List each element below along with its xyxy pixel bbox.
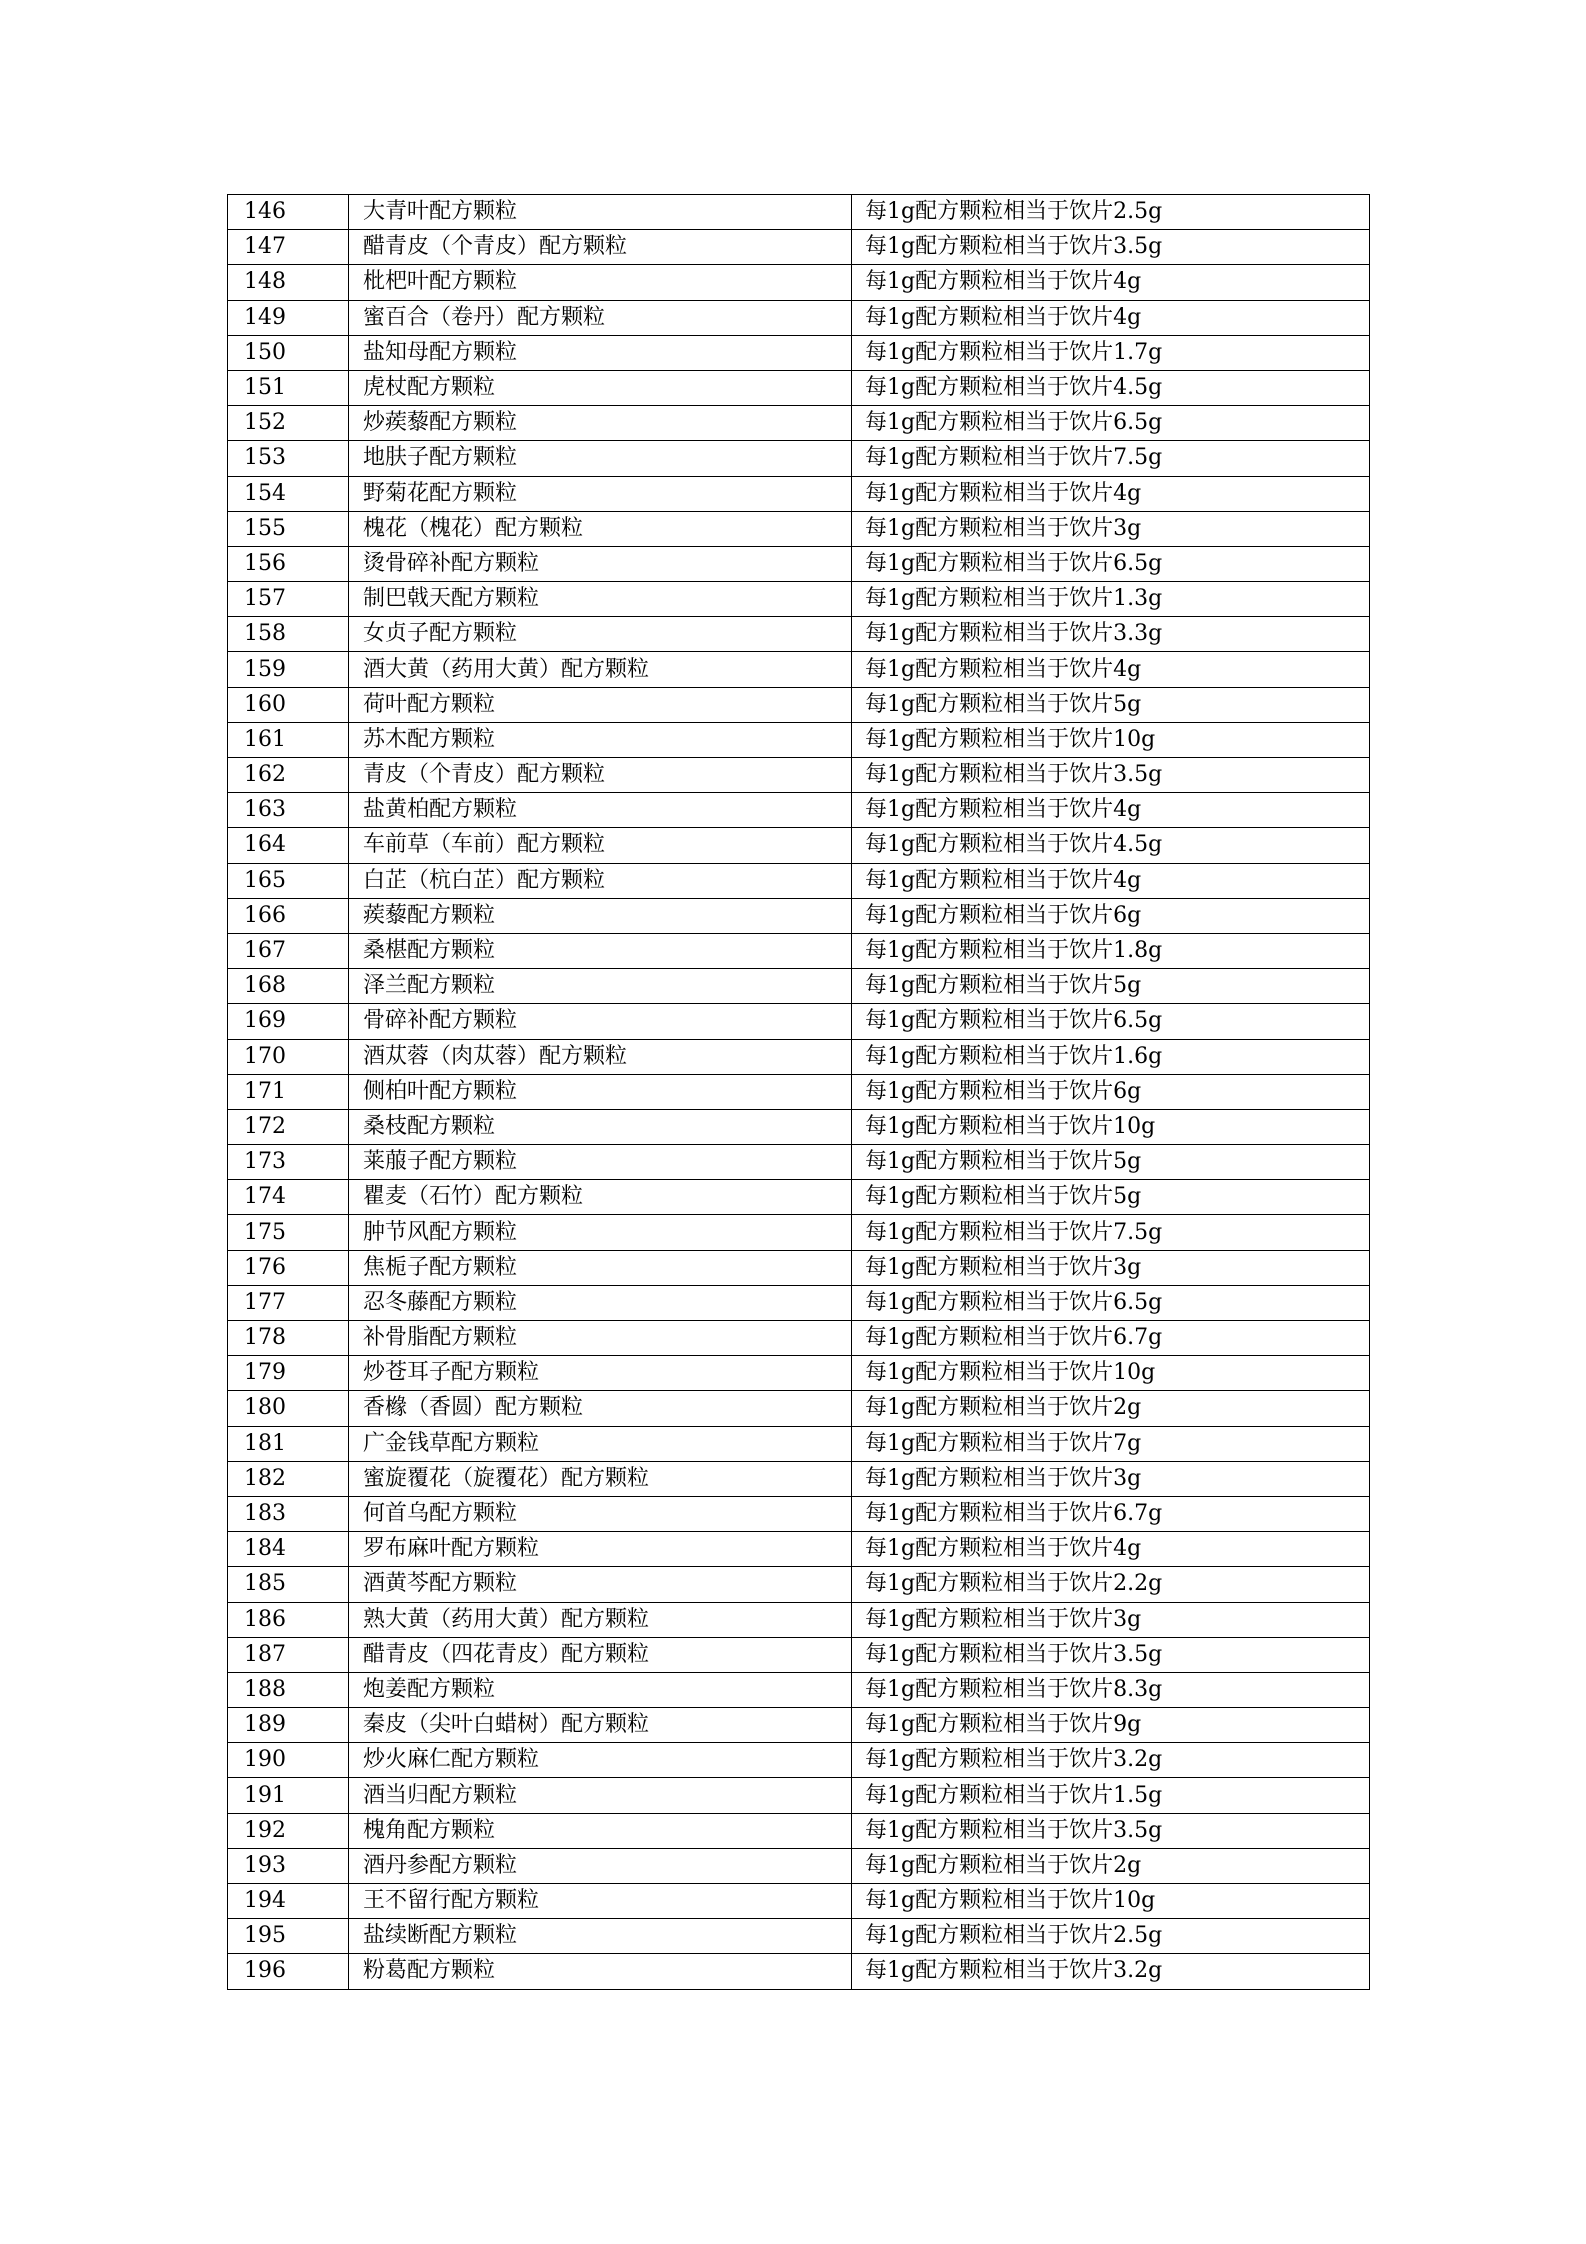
row-number-cell: 164: [228, 828, 349, 863]
granule-name-cell: 酒大黄（药用大黄）配方颗粒: [349, 652, 852, 687]
table-row: [228, 793, 1370, 828]
granule-name-cell: 制巴戟天配方颗粒: [349, 582, 852, 617]
granule-name-cell: 肿节风配方颗粒: [349, 1215, 852, 1250]
equivalence-cell: 每1g配方颗粒相当于饮片3g: [852, 1250, 1370, 1285]
equivalence-cell: 每1g配方颗粒相当于饮片4.5g: [852, 828, 1370, 863]
granule-name-cell: 醋青皮（四花青皮）配方颗粒: [349, 1637, 852, 1672]
granule-name-cell: 酒当归配方颗粒: [349, 1778, 852, 1813]
row-number-cell: 188: [228, 1672, 349, 1707]
granule-name-cell: 蜜旋覆花（旋覆花）配方颗粒: [349, 1461, 852, 1496]
equivalence-cell: 每1g配方颗粒相当于饮片7.5g: [852, 1215, 1370, 1250]
table-row: [228, 265, 1370, 300]
table-row: [228, 476, 1370, 511]
row-number-cell: 174: [228, 1180, 349, 1215]
equivalence-cell: 每1g配方颗粒相当于饮片4g: [852, 793, 1370, 828]
equivalence-cell: 每1g配方颗粒相当于饮片9g: [852, 1708, 1370, 1743]
row-number-cell: 147: [228, 230, 349, 265]
equivalence-cell: 每1g配方颗粒相当于饮片3g: [852, 1602, 1370, 1637]
row-number-cell: 175: [228, 1215, 349, 1250]
equivalence-cell: 每1g配方颗粒相当于饮片1.8g: [852, 933, 1370, 968]
granule-name-cell: 烫骨碎补配方颗粒: [349, 546, 852, 581]
row-number-cell: 148: [228, 265, 349, 300]
granule-name-cell: 酒黄芩配方颗粒: [349, 1567, 852, 1602]
equivalence-cell: 每1g配方颗粒相当于饮片5g: [852, 687, 1370, 722]
row-number-cell: 165: [228, 863, 349, 898]
equivalence-cell: 每1g配方颗粒相当于饮片1.5g: [852, 1778, 1370, 1813]
equivalence-cell: 每1g配方颗粒相当于饮片6.5g: [852, 406, 1370, 441]
equivalence-cell: 每1g配方颗粒相当于饮片10g: [852, 1884, 1370, 1919]
row-number-cell: 176: [228, 1250, 349, 1285]
table-row: [228, 1391, 1370, 1426]
granule-name-cell: 大青叶配方颗粒: [349, 195, 852, 230]
equivalence-cell: 每1g配方颗粒相当于饮片1.3g: [852, 582, 1370, 617]
equivalence-cell: 每1g配方颗粒相当于饮片10g: [852, 1109, 1370, 1144]
row-number-cell: 159: [228, 652, 349, 687]
equivalence-cell: 每1g配方颗粒相当于饮片4.5g: [852, 370, 1370, 405]
granule-name-cell: 莱菔子配方颗粒: [349, 1145, 852, 1180]
table-row: [228, 652, 1370, 687]
table-row: [228, 1215, 1370, 1250]
row-number-cell: 193: [228, 1848, 349, 1883]
row-number-cell: 152: [228, 406, 349, 441]
equivalence-cell: 每1g配方颗粒相当于饮片10g: [852, 722, 1370, 757]
equivalence-cell: 每1g配方颗粒相当于饮片3.2g: [852, 1954, 1370, 1989]
row-number-cell: 170: [228, 1039, 349, 1074]
row-number-cell: 161: [228, 722, 349, 757]
row-number-cell: 151: [228, 370, 349, 405]
equivalence-cell: 每1g配方颗粒相当于饮片7g: [852, 1426, 1370, 1461]
granule-name-cell: 炒苍耳子配方颗粒: [349, 1356, 852, 1391]
table-row: [228, 1778, 1370, 1813]
granule-name-cell: 广金钱草配方颗粒: [349, 1426, 852, 1461]
table-row: [228, 969, 1370, 1004]
row-number-cell: 187: [228, 1637, 349, 1672]
granule-name-cell: 苏木配方颗粒: [349, 722, 852, 757]
table-row: [228, 441, 1370, 476]
equivalence-cell: 每1g配方颗粒相当于饮片7.5g: [852, 441, 1370, 476]
row-number-cell: 183: [228, 1496, 349, 1531]
granule-name-cell: 白芷（杭白芷）配方颗粒: [349, 863, 852, 898]
table-row: [228, 1180, 1370, 1215]
row-number-cell: 194: [228, 1884, 349, 1919]
table-row: [228, 1426, 1370, 1461]
row-number-cell: 190: [228, 1743, 349, 1778]
table-row: [228, 1532, 1370, 1567]
table-row: [228, 230, 1370, 265]
table-row: [228, 1285, 1370, 1320]
granule-name-cell: 炒火麻仁配方颗粒: [349, 1743, 852, 1778]
table-row: [228, 195, 1370, 230]
row-number-cell: 181: [228, 1426, 349, 1461]
row-number-cell: 180: [228, 1391, 349, 1426]
row-number-cell: 167: [228, 933, 349, 968]
granule-name-cell: 槐角配方颗粒: [349, 1813, 852, 1848]
row-number-cell: 154: [228, 476, 349, 511]
row-number-cell: 162: [228, 758, 349, 793]
table-row: [228, 722, 1370, 757]
table-row: [228, 1919, 1370, 1954]
table-row: [228, 546, 1370, 581]
table-row: [228, 1074, 1370, 1109]
equivalence-cell: 每1g配方颗粒相当于饮片5g: [852, 969, 1370, 1004]
table-row: [228, 1602, 1370, 1637]
granule-name-cell: 骨碎补配方颗粒: [349, 1004, 852, 1039]
equivalence-cell: 每1g配方颗粒相当于饮片3.5g: [852, 1637, 1370, 1672]
equivalence-cell: 每1g配方颗粒相当于饮片6.5g: [852, 546, 1370, 581]
table-row: [228, 1637, 1370, 1672]
equivalence-cell: 每1g配方颗粒相当于饮片10g: [852, 1356, 1370, 1391]
granule-name-cell: 地肤子配方颗粒: [349, 441, 852, 476]
table-row: [228, 1708, 1370, 1743]
row-number-cell: 155: [228, 511, 349, 546]
table-row: [228, 863, 1370, 898]
row-number-cell: 156: [228, 546, 349, 581]
granule-name-cell: 罗布麻叶配方颗粒: [349, 1532, 852, 1567]
row-number-cell: 185: [228, 1567, 349, 1602]
table-row: [228, 1039, 1370, 1074]
table-body: [228, 195, 1370, 1990]
equivalence-cell: 每1g配方颗粒相当于饮片3g: [852, 1461, 1370, 1496]
row-number-cell: 191: [228, 1778, 349, 1813]
row-number-cell: 179: [228, 1356, 349, 1391]
table-row: [228, 687, 1370, 722]
granule-name-cell: 桑枝配方颗粒: [349, 1109, 852, 1144]
row-number-cell: 157: [228, 582, 349, 617]
equivalence-cell: 每1g配方颗粒相当于饮片4g: [852, 652, 1370, 687]
table-row: [228, 1321, 1370, 1356]
table-row: [228, 898, 1370, 933]
granule-name-cell: 瞿麦（石竹）配方颗粒: [349, 1180, 852, 1215]
granule-name-cell: 香橼（香圆）配方颗粒: [349, 1391, 852, 1426]
granule-name-cell: 酒丹参配方颗粒: [349, 1848, 852, 1883]
granule-name-cell: 酒苁蓉（肉苁蓉）配方颗粒: [349, 1039, 852, 1074]
granule-name-cell: 醋青皮（个青皮）配方颗粒: [349, 230, 852, 265]
equivalence-cell: 每1g配方颗粒相当于饮片6g: [852, 1074, 1370, 1109]
equivalence-cell: 每1g配方颗粒相当于饮片6.5g: [852, 1285, 1370, 1320]
equivalence-cell: 每1g配方颗粒相当于饮片1.6g: [852, 1039, 1370, 1074]
row-number-cell: 166: [228, 898, 349, 933]
equivalence-cell: 每1g配方颗粒相当于饮片4g: [852, 476, 1370, 511]
granule-name-cell: 炮姜配方颗粒: [349, 1672, 852, 1707]
table-row: [228, 1884, 1370, 1919]
row-number-cell: 153: [228, 441, 349, 476]
table-row: [228, 1461, 1370, 1496]
equivalence-cell: 每1g配方颗粒相当于饮片5g: [852, 1145, 1370, 1180]
table-row: [228, 758, 1370, 793]
row-number-cell: 189: [228, 1708, 349, 1743]
row-number-cell: 158: [228, 617, 349, 652]
granule-name-cell: 女贞子配方颗粒: [349, 617, 852, 652]
equivalence-cell: 每1g配方颗粒相当于饮片3.5g: [852, 230, 1370, 265]
row-number-cell: 195: [228, 1919, 349, 1954]
granule-name-cell: 王不留行配方颗粒: [349, 1884, 852, 1919]
granule-name-cell: 虎杖配方颗粒: [349, 370, 852, 405]
row-number-cell: 163: [228, 793, 349, 828]
table-row: [228, 1109, 1370, 1144]
granule-name-cell: 盐知母配方颗粒: [349, 335, 852, 370]
equivalence-cell: 每1g配方颗粒相当于饮片4g: [852, 300, 1370, 335]
row-number-cell: 149: [228, 300, 349, 335]
table-row: [228, 617, 1370, 652]
table-row: [228, 511, 1370, 546]
row-number-cell: 146: [228, 195, 349, 230]
equivalence-cell: 每1g配方颗粒相当于饮片1.7g: [852, 335, 1370, 370]
granule-name-cell: 忍冬藤配方颗粒: [349, 1285, 852, 1320]
row-number-cell: 169: [228, 1004, 349, 1039]
table-row: [228, 1356, 1370, 1391]
row-number-cell: 186: [228, 1602, 349, 1637]
row-number-cell: 172: [228, 1109, 349, 1144]
equivalence-cell: 每1g配方颗粒相当于饮片6.7g: [852, 1496, 1370, 1531]
granule-name-cell: 槐花（槐花）配方颗粒: [349, 511, 852, 546]
equivalence-cell: 每1g配方颗粒相当于饮片6.7g: [852, 1321, 1370, 1356]
table-row: [228, 1813, 1370, 1848]
equivalence-cell: 每1g配方颗粒相当于饮片5g: [852, 1180, 1370, 1215]
granule-name-cell: 青皮（个青皮）配方颗粒: [349, 758, 852, 793]
row-number-cell: 150: [228, 335, 349, 370]
equivalence-cell: 每1g配方颗粒相当于饮片3.2g: [852, 1743, 1370, 1778]
granule-name-cell: 秦皮（尖叶白蜡树）配方颗粒: [349, 1708, 852, 1743]
granule-name-cell: 蜜百合（卷丹）配方颗粒: [349, 300, 852, 335]
equivalence-cell: 每1g配方颗粒相当于饮片4g: [852, 265, 1370, 300]
row-number-cell: 196: [228, 1954, 349, 1989]
equivalence-cell: 每1g配方颗粒相当于饮片2.5g: [852, 195, 1370, 230]
table-row: [228, 1672, 1370, 1707]
table-row: [228, 1496, 1370, 1531]
equivalence-cell: 每1g配方颗粒相当于饮片3g: [852, 511, 1370, 546]
table-row: [228, 406, 1370, 441]
table-row: [228, 1004, 1370, 1039]
equivalence-cell: 每1g配方颗粒相当于饮片3.5g: [852, 1813, 1370, 1848]
table-row: [228, 1145, 1370, 1180]
equivalence-cell: 每1g配方颗粒相当于饮片6g: [852, 898, 1370, 933]
row-number-cell: 173: [228, 1145, 349, 1180]
granule-name-cell: 焦栀子配方颗粒: [349, 1250, 852, 1285]
row-number-cell: 192: [228, 1813, 349, 1848]
table-row: [228, 582, 1370, 617]
granule-name-cell: 粉葛配方颗粒: [349, 1954, 852, 1989]
equivalence-cell: 每1g配方颗粒相当于饮片3.5g: [852, 758, 1370, 793]
granule-name-cell: 泽兰配方颗粒: [349, 969, 852, 1004]
table-row: [228, 828, 1370, 863]
row-number-cell: 177: [228, 1285, 349, 1320]
equivalence-cell: 每1g配方颗粒相当于饮片2g: [852, 1391, 1370, 1426]
granule-name-cell: 何首乌配方颗粒: [349, 1496, 852, 1531]
granule-name-cell: 荷叶配方颗粒: [349, 687, 852, 722]
equivalence-cell: 每1g配方颗粒相当于饮片2.2g: [852, 1567, 1370, 1602]
granule-name-cell: 炒蒺藜配方颗粒: [349, 406, 852, 441]
row-number-cell: 178: [228, 1321, 349, 1356]
granule-name-cell: 枇杷叶配方颗粒: [349, 265, 852, 300]
granule-name-cell: 补骨脂配方颗粒: [349, 1321, 852, 1356]
equivalence-cell: 每1g配方颗粒相当于饮片4g: [852, 863, 1370, 898]
granule-name-cell: 蒺藜配方颗粒: [349, 898, 852, 933]
table-row: [228, 933, 1370, 968]
row-number-cell: 184: [228, 1532, 349, 1567]
equivalence-cell: 每1g配方颗粒相当于饮片4g: [852, 1532, 1370, 1567]
row-number-cell: 171: [228, 1074, 349, 1109]
equivalence-cell: 每1g配方颗粒相当于饮片3.3g: [852, 617, 1370, 652]
table-row: [228, 335, 1370, 370]
equivalence-cell: 每1g配方颗粒相当于饮片2.5g: [852, 1919, 1370, 1954]
table-row: [228, 1743, 1370, 1778]
table-row: [228, 370, 1370, 405]
table-row: [228, 1848, 1370, 1883]
table-row: [228, 300, 1370, 335]
row-number-cell: 168: [228, 969, 349, 1004]
row-number-cell: 160: [228, 687, 349, 722]
granule-name-cell: 熟大黄（药用大黄）配方颗粒: [349, 1602, 852, 1637]
row-number-cell: 182: [228, 1461, 349, 1496]
table-row: [228, 1954, 1370, 1989]
granule-name-cell: 车前草（车前）配方颗粒: [349, 828, 852, 863]
table-row: [228, 1250, 1370, 1285]
table-row: [228, 1567, 1370, 1602]
equivalence-cell: 每1g配方颗粒相当于饮片2g: [852, 1848, 1370, 1883]
granule-table: [227, 194, 1370, 1990]
granule-name-cell: 桑椹配方颗粒: [349, 933, 852, 968]
granule-name-cell: 野菊花配方颗粒: [349, 476, 852, 511]
equivalence-cell: 每1g配方颗粒相当于饮片6.5g: [852, 1004, 1370, 1039]
granule-name-cell: 侧柏叶配方颗粒: [349, 1074, 852, 1109]
granule-name-cell: 盐黄柏配方颗粒: [349, 793, 852, 828]
granule-name-cell: 盐续断配方颗粒: [349, 1919, 852, 1954]
equivalence-cell: 每1g配方颗粒相当于饮片8.3g: [852, 1672, 1370, 1707]
